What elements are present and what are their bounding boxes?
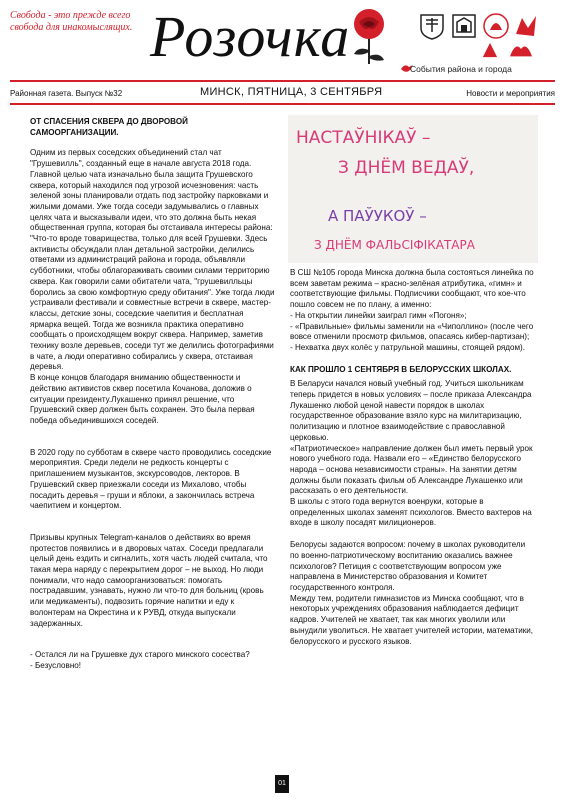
article-title: КАК ПРОШЛО 1 СЕНТЯБРЯ В БЕЛОРУССКИХ ШКОЛАХ.	[290, 364, 512, 374]
answer: - Безусловно!	[30, 660, 82, 670]
masthead-title: Розочка	[150, 4, 351, 69]
emblem-icon	[508, 38, 534, 60]
paragraph: В 2020 году по субботам в сквере часто проводились соседские мероприятия. Среди ледели не редкость концерты с приглашением музыкантов, экскурсоводов, лекторов. В Грушевский сквер приезжали соседи из Михалово, чтобы посадить деревья – груши и яблоки, а закончилась встреча чаепитием и концертом.	[30, 447, 272, 511]
question: - Остался ли на Грушевке дух старого минского сосества?	[30, 650, 250, 660]
paragraph: В конце концов благодаря вниманию общественности и действию активистов сквер посетила Кочанова, доложив о ситуации президенту.Лукашенко принял решение, что Грушевский сквер должен быть сохранен. Это была первая победа объединившихся соседей.	[30, 373, 255, 425]
coat-of-arms-icon	[418, 12, 446, 40]
paragraph: Одним из первых соседских объединений стал чат "Грушевилль", созданный еще в начале августа 2018 года. Главной целью чата изначально была защита Грушевского сквера, который находился под угрозой исчезновения: часть зеленой зоны планировали отдать под застройку парковками и жилыми домами. Уже тогда соседи задумывались о главных целях чата и высказывали идеи, что это должна быть некая общественная группа, которая бы отстаивала интересы района: "Что-то вроде товарищества, только для всей Грушевки. Здесь активисты обсуждали план детальной застройки, делились ответами из администраций района и города, объявляли субботники, чтобы облагораживать своими силами территорию сквера. Как говорили сами обитатели чата, "грушевилльцы боролись за свою комфортную среду обитания". Уже тогда люди устраивали фестивали и совместные встречи в сквере, мастер-классы, детские зоны, соседские чаепития и бесплатная ярмарка вещей. Тогда же возникла практика оперативно сообщать о происходящем вокруг сквера. Например, заметив технику возле деревьев, соседи тут же делились фотографиями в чате, а люди оперативно собирались у сквера, отстаивая деревья.	[30, 148, 275, 372]
paragraph: Призывы крупных Telegram-каналов о действиях во время протестов появились и в дворовых чатах. Соседи предлагали целый день ездить и сигналить, хотя часть людей считала, что такая мера наряду с перекрытием дорог – не выход. Но люди понимали, что надо самоорганизоваться: помогать пострадавшим, узнавать, нужно ли что-то для больниц (кровь или медикаменты), подвозить горячие напитки и еду к волонтерам на Окрестина и к РУВД, откуда выпускали задержанных.	[30, 532, 268, 628]
header-rule-bottom	[10, 103, 555, 105]
paragraph: В Беларуси начался новый учебный год. Учиться школьникам теперь придется в новых условиях – после приказа Александра Лукашенко любой ценой навести порядок в школах государственное образование взяло курс на милитаризацию, политизацию и плотное взаимодействие с православной церковью.	[290, 379, 532, 442]
bullet: - На открытии линейки заиграл гимн «Погоня»;	[290, 310, 467, 320]
article-title: ОТ СПАСЕНИЯ СКВЕРА ДО ДВОРОВОЙ САМООРГАНИЗАЦИИ.	[30, 117, 188, 137]
dateline: МИНСК, ПЯТНИЦА, 3 СЕНТЯБРЯ	[200, 86, 383, 98]
tagline: События района и города	[410, 64, 512, 74]
paragraph: Между тем, родители гимназистов из Минска сообщают, что в некоторых учреждениях образования наблюдается дефицит кадров. Учителей не хватает, так как многих уволили или вынудили уволиться. Не хватает учителей истории, математики, белорусского и русского языков.	[290, 593, 534, 646]
poster-line: НАСТАЎНІКАЎ –	[296, 128, 431, 148]
issue-label: Районная газета. Выпуск №32	[10, 89, 123, 98]
emblem-icon	[480, 40, 500, 60]
handwritten-poster-photo	[288, 115, 538, 263]
emblem-icon	[482, 12, 510, 40]
coat-of-arms-icon	[450, 12, 478, 40]
page-number: 01	[275, 775, 289, 793]
left-article	[30, 117, 275, 672]
paragraph: «Патриотическое» направление должен был иметь первый урок нового учебного года. Назвали его – «Единство белорусского народа – основа независимости страны». На занятии детям должны были показать фильм об Александре Лукашенко или рассказать о его деятельности.	[290, 443, 533, 496]
poster-line: З ДНЁМ ВЕДАЎ,	[338, 158, 475, 178]
paragraph: Белорусы задаются вопросом: почему в школах руководители по военно-патриотическому воспитанию оказались важнее психологов? Петиция с соответствующим вопросом уже направлена в Министерство образования и Комитет государственного контроля.	[290, 540, 526, 592]
bullet: - «Правильные» фильмы заменили на «Чиполлино» (после чего вовсе отменили просмотр фильмов, опасаясь кибер-партизан);	[290, 321, 534, 342]
paragraph: В СШ №105 города Минска должна была состояться линейка по всем заветам режима – красно-зелёная атрибутика, «гимн» и соответствующие фильмы. Подписчики сообщают, что кое-что пошло совсем не по плану, а именно:	[290, 268, 534, 310]
right-article	[290, 268, 535, 647]
paragraph: В школы с этого года вернутся военруки, которые в определенных школах заменят психологов. Вместо вахтеров на входе в школу посадят милиционеров.	[290, 497, 532, 528]
poster-line: А ПАЎУКОЎ –	[328, 207, 427, 225]
poster-line: З ДНЁМ ФАЛЬСІФІКАТАРА	[314, 238, 475, 252]
rose-icon	[344, 6, 394, 66]
bullet: - Нехватка двух колёс у патрульной машины, стоящей рядом).	[290, 342, 525, 352]
slogan: Свобода - это прежде всего свобода для инакомыслящих.	[10, 10, 133, 33]
emblem-icon	[512, 12, 540, 40]
header-rule-top	[10, 80, 555, 82]
section-label: Новости и мероприятия	[466, 89, 555, 98]
